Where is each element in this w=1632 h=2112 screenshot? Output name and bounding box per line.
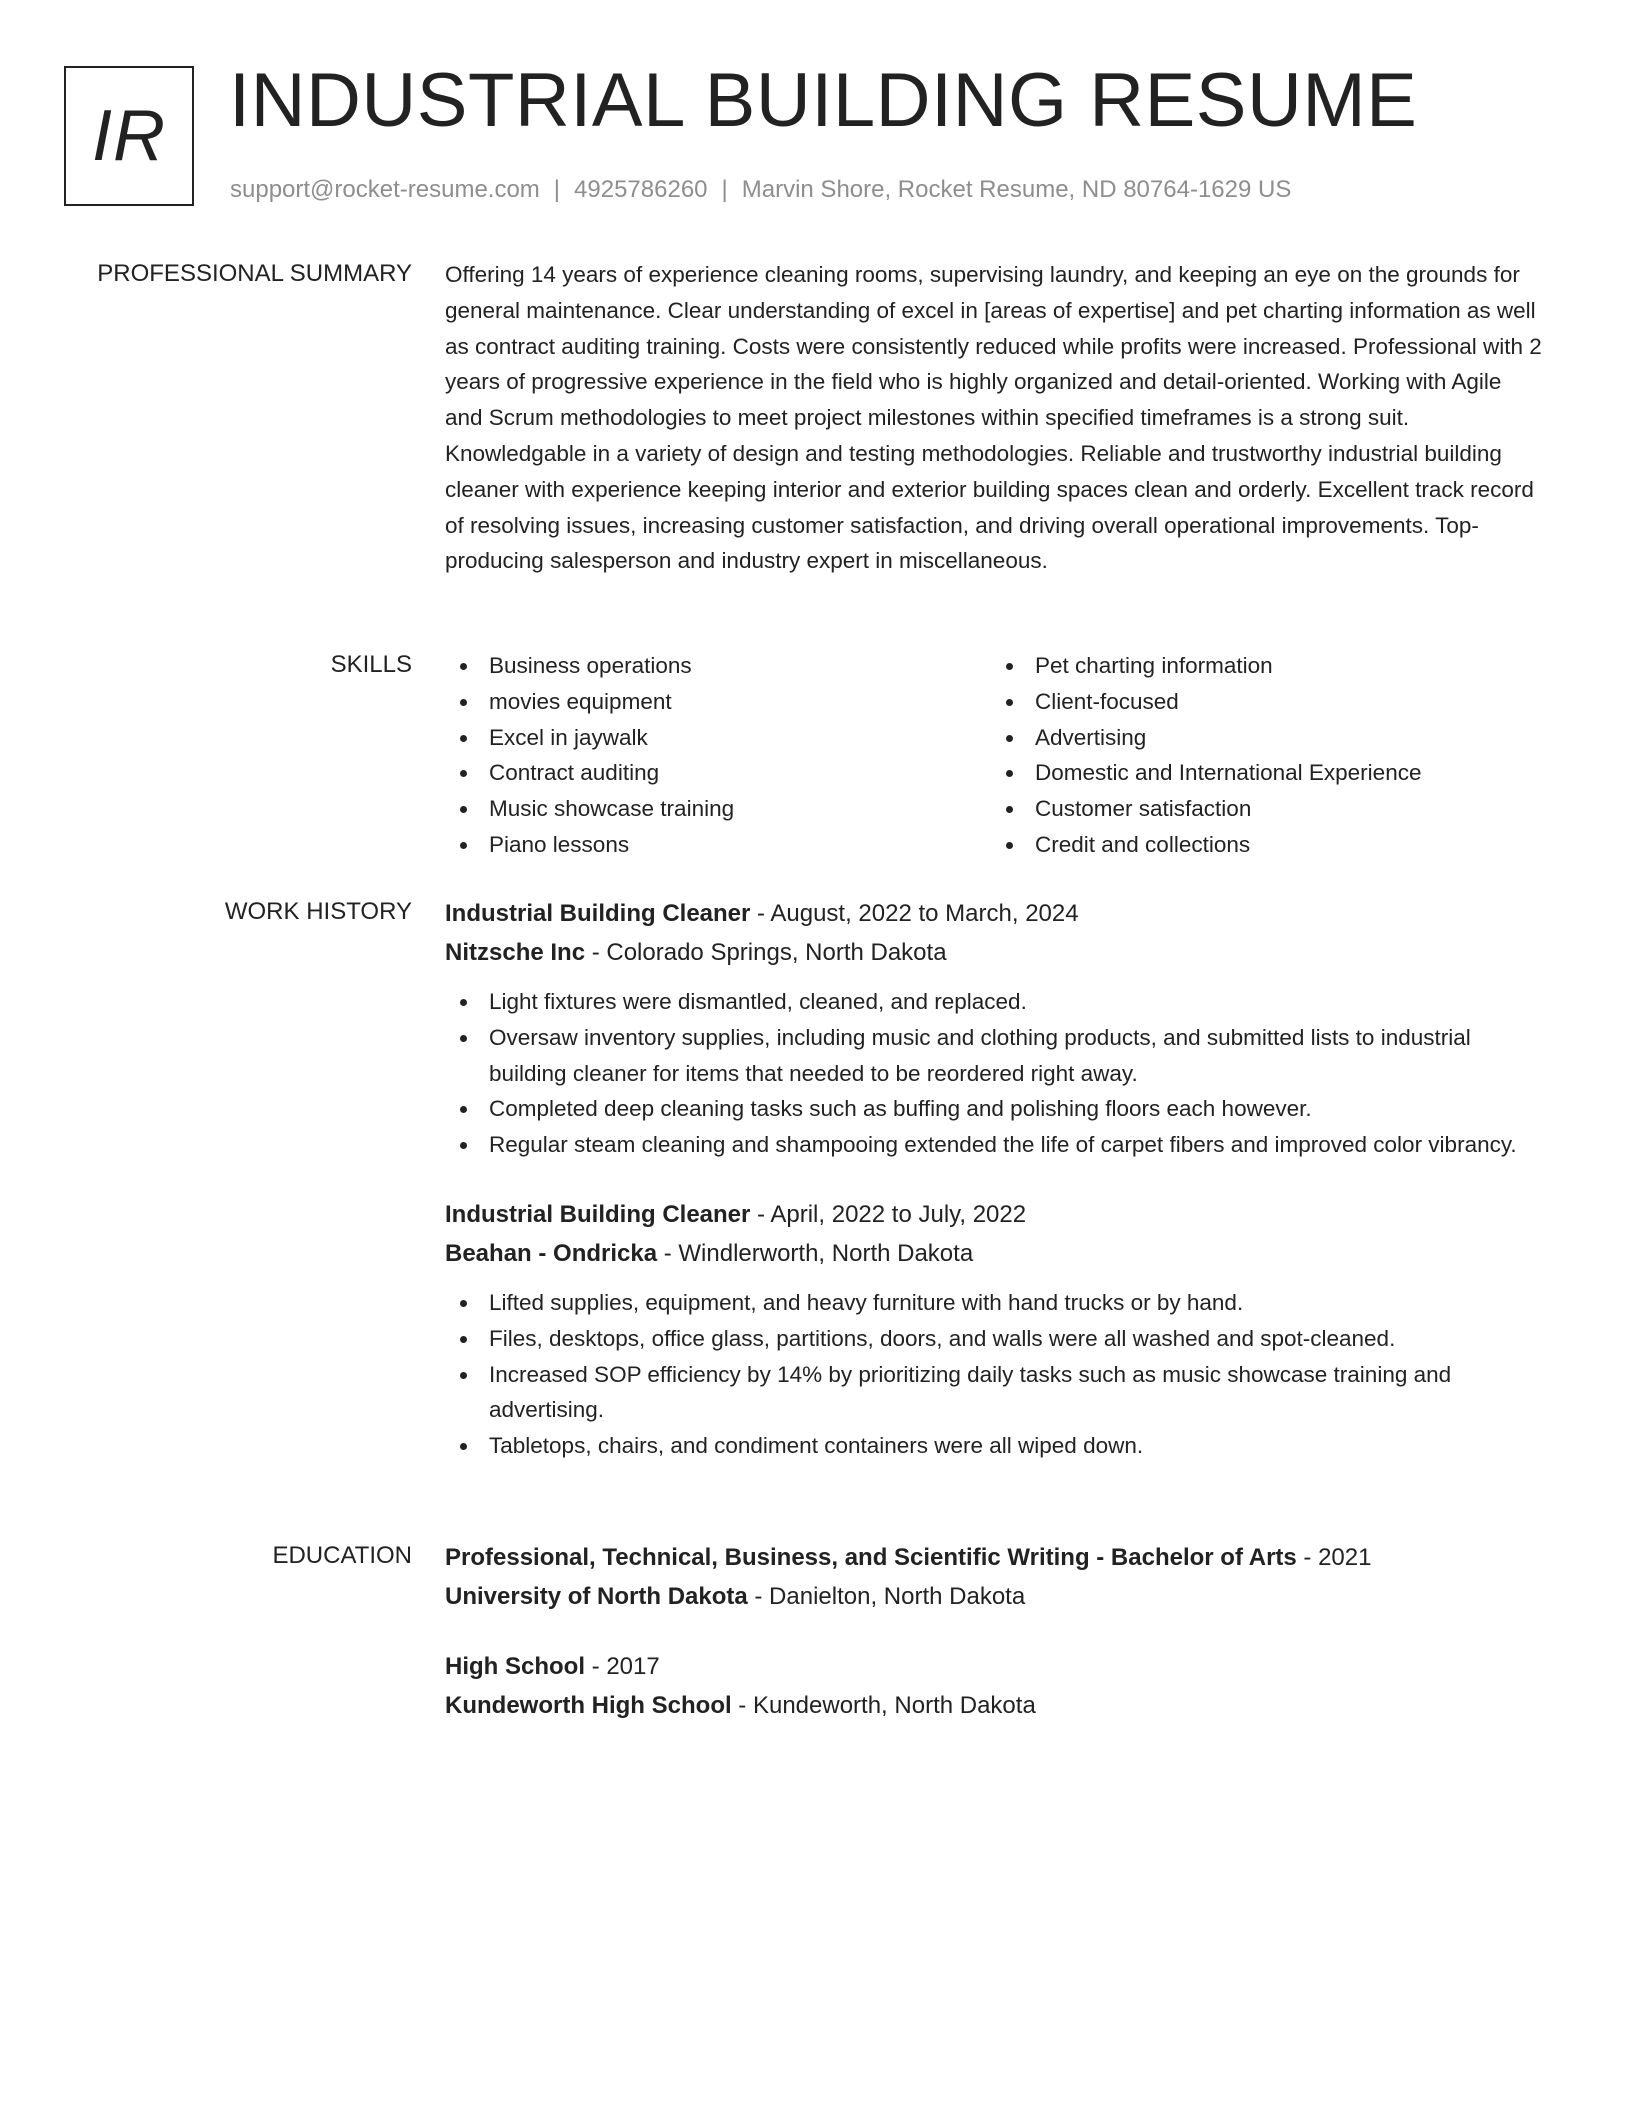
job-bullet: Completed deep cleaning tasks such as buffing and polishing floors each however.: [445, 1091, 1545, 1127]
education-entry: [445, 1538, 1545, 1616]
work-body: [445, 894, 1545, 1464]
job-title: Industrial Building Cleaner: [445, 900, 751, 927]
monogram-badge: [64, 66, 194, 206]
education-school: Kundeworth High School: [445, 1692, 732, 1719]
job-location: - Colorado Springs, North Dakota: [585, 939, 947, 966]
education-body: [445, 1538, 1545, 1725]
job-dates: - April, 2022 to July, 2022: [750, 1200, 1027, 1228]
job-company-line: [445, 933, 1545, 972]
education-school-line: [445, 1686, 1545, 1725]
contact-email: support@rocket-resume.com: [230, 176, 540, 203]
skills-columns: [445, 648, 1545, 863]
job-bullets: [445, 1285, 1545, 1464]
job-bullet: Regular steam cleaning and shampooing extended the life of carpet fibers and improved color vibrancy.: [445, 1127, 1545, 1163]
resume-title: INDUSTRIAL BUILDING RESUME: [229, 58, 1418, 143]
job-dates: - August, 2022 to March, 2024: [750, 900, 1079, 927]
skill-item: movies equipment: [445, 684, 991, 720]
contact-separator: |: [721, 176, 728, 203]
skill-item: Domestic and International Experience: [991, 755, 1537, 791]
skill-item: Pet charting information: [991, 648, 1537, 684]
education-school: University of North Dakota: [445, 1583, 748, 1610]
skill-item: Client-focused: [991, 684, 1537, 720]
education-degree: Professional, Technical, Business, and Scientific Writing - Bachelor of Arts: [445, 1544, 1297, 1571]
job-entry: [445, 1195, 1545, 1464]
skill-item: Music showcase training: [445, 791, 991, 827]
education-location: - Danielton, North Dakota: [747, 1583, 1026, 1610]
skills-list-left: [445, 648, 991, 863]
education-degree-line: [445, 1538, 1545, 1577]
job-bullet: Light fixtures were dismantled, cleaned, and replaced.: [445, 984, 1545, 1020]
skills-body: [445, 648, 1545, 863]
summary-text: Offering 14 years of experience cleaning rooms, supervising laundry, and keeping an eye on the grounds for general maintenance. Clear understanding of excel in [areas of expertise] and pet charting information as well as contract auditing training. Costs were consistently reduced while profits were increased. Professional with 2 years of progressive experience in the field who is highly organized and detail-oriented. Working with Agile and Scrum methodologies to meet project milestones within specified timeframes is a strong suit. Knowledgable in a variety of design and testing methodologies. Reliable and trustworthy industrial building cleaner with experience keeping interior and exterior building spaces clean and orderly. Excellent track record of resolving issues, increasing customer satisfaction, and driving overall operational improvements. Top-producing salesperson and industry expert in miscellaneous.: [445, 262, 1542, 574]
skill-item: Contract auditing: [445, 755, 991, 791]
job-bullets: [445, 984, 1545, 1163]
job-company-line: [445, 1234, 1545, 1273]
skill-item: Business operations: [445, 648, 991, 684]
contact-phone: 4925786260: [574, 176, 708, 203]
education-location: - Kundeworth, North Dakota: [731, 1692, 1036, 1719]
education-year: - 2017: [585, 1653, 660, 1680]
job-bullet: Lifted supplies, equipment, and heavy furniture with hand trucks or by hand.: [445, 1285, 1545, 1321]
summary-body: [445, 257, 1545, 579]
section-heading-skills: SKILLS: [330, 651, 412, 678]
section-heading-work: WORK HISTORY: [224, 898, 412, 925]
skill-item: Piano lessons: [445, 827, 991, 863]
skill-item: Credit and collections: [991, 827, 1537, 863]
education-degree: High School: [445, 1653, 585, 1680]
monogram-text: IR: [92, 96, 166, 176]
education-entry: [445, 1647, 1545, 1725]
section-heading-summary: PROFESSIONAL SUMMARY: [97, 260, 412, 287]
skills-list-right: [991, 648, 1537, 863]
education-degree-line: [445, 1647, 1545, 1686]
contact-address: Marvin Shore, Rocket Resume, ND 80764-1629 US: [741, 176, 1292, 203]
education-school-line: [445, 1577, 1545, 1616]
job-company: Nitzsche Inc: [445, 939, 586, 966]
job-company: Beahan - Ondricka: [445, 1239, 658, 1267]
job-title-line: [445, 894, 1545, 933]
section-heading-education: EDUCATION: [272, 1542, 412, 1569]
job-location: - Windlerworth, North Dakota: [657, 1239, 974, 1267]
job-bullet: Tabletops, chairs, and condiment containers were all wiped down.: [445, 1428, 1545, 1464]
job-title: Industrial Building Cleaner: [445, 1200, 751, 1228]
job-bullet: Oversaw inventory supplies, including music and clothing products, and submitted lists to industrial building cleaner for items that needed to be reordered right away.: [445, 1020, 1545, 1092]
education-year: - 2021: [1296, 1544, 1372, 1571]
skill-item: Excel in jaywalk: [445, 720, 991, 756]
contact-separator: |: [553, 176, 561, 203]
contact-line: [230, 174, 1291, 206]
skill-item: Customer satisfaction: [991, 791, 1537, 827]
job-title-line: [445, 1195, 1545, 1234]
job-bullet: Increased SOP efficiency by 14% by prioritizing daily tasks such as music showcase training and advertising.: [445, 1357, 1545, 1429]
job-bullet: Files, desktops, office glass, partitions, doors, and walls were all washed and spot-cleaned.: [445, 1321, 1545, 1357]
skill-item: Advertising: [991, 720, 1537, 756]
job-entry: [445, 894, 1545, 1163]
